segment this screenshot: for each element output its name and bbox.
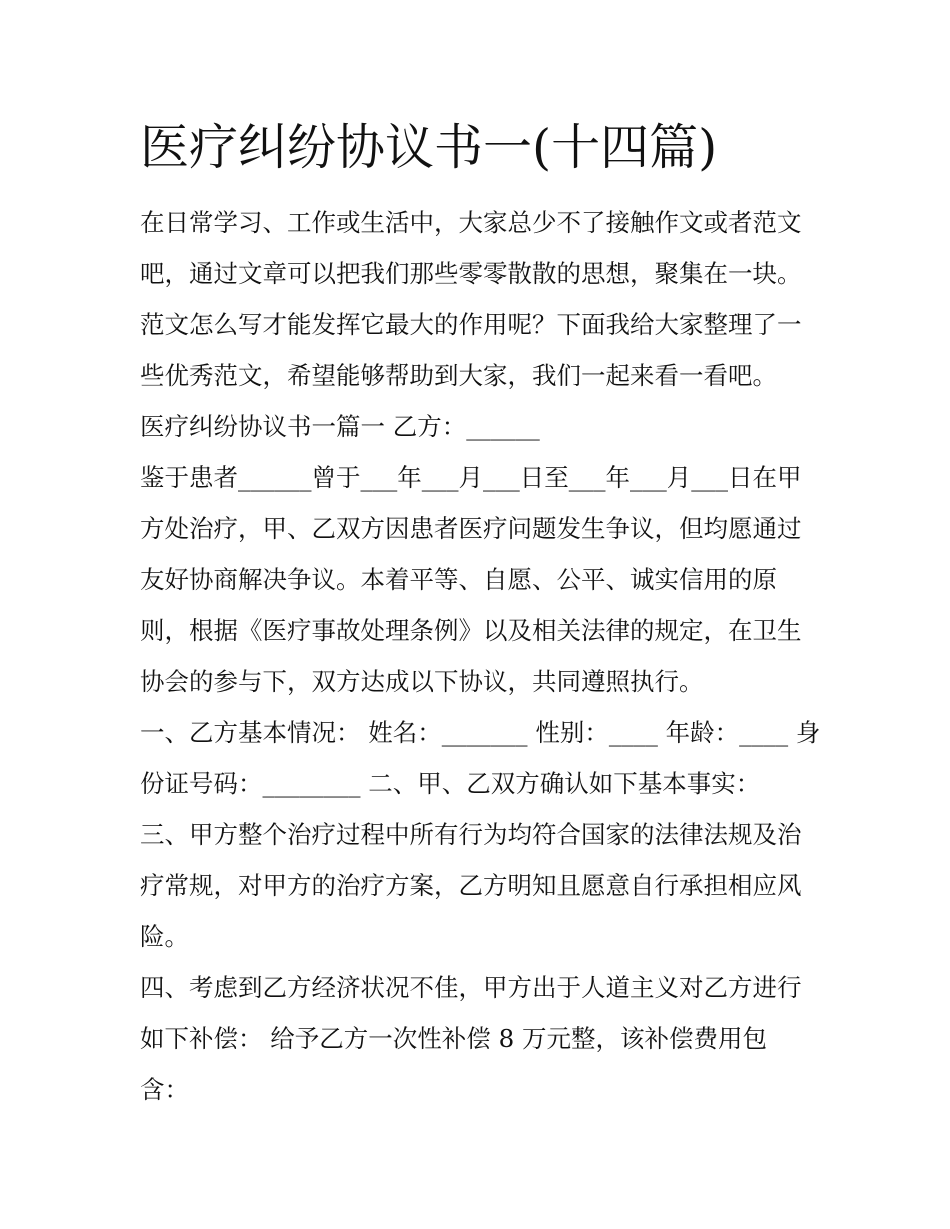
paragraph-line: 鉴于患者______曾于___年___月___日至___年___月___日在甲	[140, 463, 802, 492]
paragraph-line: 四、考虑到乙方经济状况不佳，甲方出于人道主义对乙方进行	[140, 973, 802, 1002]
paragraph-line: 如下补偿： 给予乙方一次性补偿 8 万元整，该补偿费用包	[140, 1024, 767, 1053]
paragraph-line: 吧，通过文章可以把我们那些零零散散的思想，聚集在一块。	[140, 259, 802, 288]
paragraph-line: 份证号码：________ 二、甲、乙双方确认如下基本事实：	[140, 769, 761, 798]
document-title: 医疗纠纷协议书一(十四篇)	[140, 119, 718, 176]
document-body	[140, 197, 820, 1115]
paragraph-line: 在日常学习、工作或生活中，大家总少不了接触作文或者范文	[140, 208, 802, 237]
section-heading-line: 医疗纠纷协议书一篇一 乙方：______	[140, 412, 540, 441]
paragraph-line: 友好协商解决争议。本着平等、自愿、公平、诚实信用的原	[140, 565, 777, 594]
paragraph-line: 些优秀范文，希望能够帮助到大家，我们一起来看一看吧。	[140, 361, 777, 390]
paragraph-line: 三、甲方整个治疗过程中所有行为均符合国家的法律法规及治	[140, 820, 802, 849]
paragraph-line: 险。	[140, 922, 189, 951]
paragraph-line: 含：	[140, 1075, 189, 1104]
paragraph-line: 疗常规，对甲方的治疗方案，乙方明知且愿意自行承担相应风	[140, 871, 802, 900]
paragraph-line: 协会的参与下，双方达成以下协议，共同遵照执行。	[140, 667, 704, 696]
paragraph-line: 则，根据《医疗事故处理条例》以及相关法律的规定，在卫生	[140, 616, 802, 645]
paragraph-line: 方处治疗，甲、乙双方因患者医疗问题发生争议，但均愿通过	[140, 514, 802, 543]
paragraph-line: 范文怎么写才能发挥它最大的作用呢？下面我给大家整理了一	[140, 310, 802, 339]
paragraph-line: 一、乙方基本情况： 姓名：_______ 性别：____ 年龄：____ 身	[140, 718, 821, 747]
